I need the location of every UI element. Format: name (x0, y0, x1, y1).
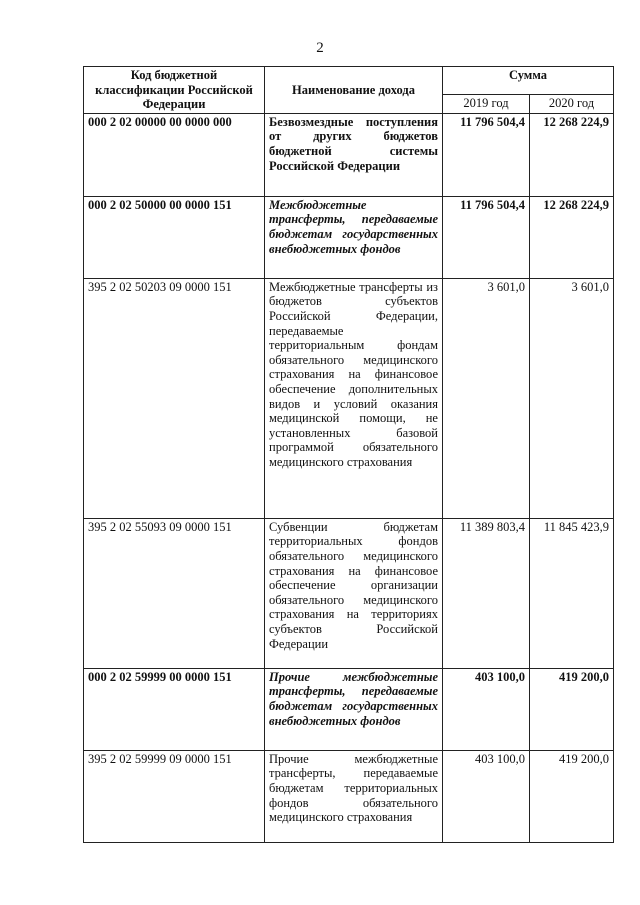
header-code: Код бюджетной классификации Российской Федерации (84, 67, 265, 114)
budget-revenue-table (83, 66, 614, 843)
row-code: 395 2 02 50203 09 0000 151 (84, 278, 265, 518)
row-code: 000 2 02 50000 00 0000 151 (84, 196, 265, 278)
row-code: 395 2 02 55093 09 0000 151 (84, 518, 265, 668)
row-value-2019: 403 100,0 (443, 750, 530, 842)
row-code: 000 2 02 59999 00 0000 151 (84, 668, 265, 750)
table-row (84, 668, 614, 750)
row-value-2019: 11 796 504,4 (443, 196, 530, 278)
page-number: 2 (316, 40, 324, 56)
row-value-2019: 11 796 504,4 (443, 113, 530, 196)
table-row (84, 750, 614, 842)
table-row (84, 278, 614, 518)
row-code: 395 2 02 59999 09 0000 151 (84, 750, 265, 842)
header-name: Наименование дохода (265, 67, 443, 114)
row-value-2019: 403 100,0 (443, 668, 530, 750)
table-row (84, 196, 614, 278)
row-name: Прочие межбюджетные трансферты, передаваемые бюджетам территориальных фондов обязательного медицинского страхования (265, 750, 443, 842)
row-code: 000 2 02 00000 00 0000 000 (84, 113, 265, 196)
row-name: Межбюджетные трансферты из бюджетов субъектов Российской Федерации, передаваемые территориальным фондам обязательного медицинского страхования на финансовое обеспечение дополнительных видов и условий оказания медицинской помощи, не установленных базовой программой обязательного медицинского страхования (265, 278, 443, 518)
row-value-2020: 12 268 224,9 (530, 196, 614, 278)
row-value-2020: 11 845 423,9 (530, 518, 614, 668)
row-value-2020: 419 200,0 (530, 750, 614, 842)
row-name: Безвозмездные поступления от других бюджетов бюджетной системы Российской Федерации (265, 113, 443, 196)
table-row (84, 113, 614, 196)
row-value-2019: 11 389 803,4 (443, 518, 530, 668)
header-year-2020: 2020 год (530, 94, 614, 113)
row-value-2020: 12 268 224,9 (530, 113, 614, 196)
row-name: Межбюджетные трансферты, передаваемые бюджетам государственных внебюджетных фондов (265, 196, 443, 278)
table-row (84, 518, 614, 668)
header-sum: Сумма (443, 67, 614, 95)
row-value-2020: 3 601,0 (530, 278, 614, 518)
row-value-2020: 419 200,0 (530, 668, 614, 750)
row-name: Прочие межбюджетные трансферты, передаваемые бюджетам государственных внебюджетных фондов (265, 668, 443, 750)
header-year-2019: 2019 год (443, 94, 530, 113)
row-name: Субвенции бюджетам территориальных фондов обязательного медицинского страхования на финансовое обеспечение организации обязательного медицинского страхования на территориях субъектов Российской Федерации (265, 518, 443, 668)
row-value-2019: 3 601,0 (443, 278, 530, 518)
